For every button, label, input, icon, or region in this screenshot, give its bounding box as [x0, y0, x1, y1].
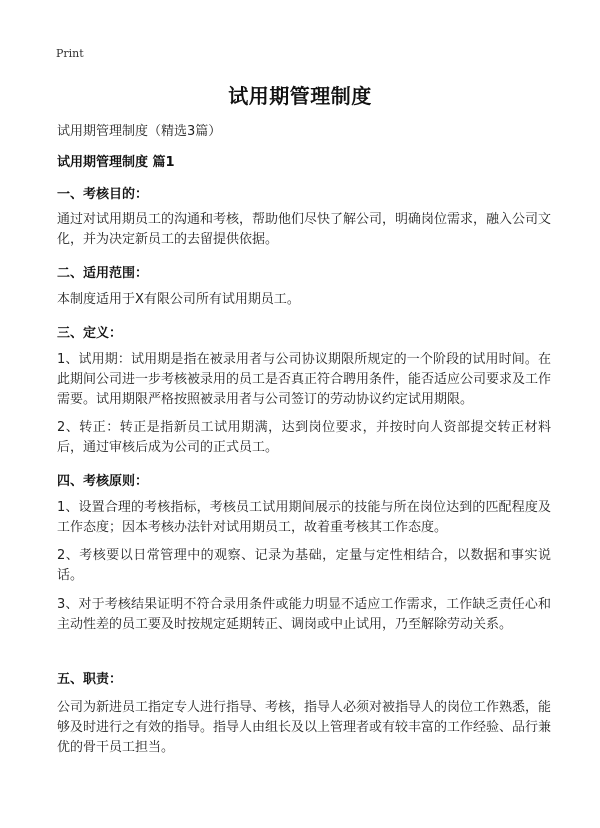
print-label[interactable]: Print — [56, 47, 84, 60]
section-4-paragraph-1: 1、设置合理的考核指标，考核员工试用期间展示的技能与所在岗位达到的匹配程度及工作态度；因本考核办法针对试用期员工，故着重考核其工作态度。 — [57, 500, 551, 535]
section-3-paragraph-1: 1、试用期：试用期是指在被录用者与公司协议期限所规定的一个阶段的试用时间。在此期间公司进一步考核被录用的员工是否真正符合聘用条件，能否适应公司要求及工作需要。试用期限严格按照被录用者与公司签订的劳动协议约定试用期限。 — [57, 352, 552, 407]
section-2-paragraph-1: 本制度适用于X有限公司所有试用期员工。 — [57, 292, 300, 307]
section-heading-2: 二、适用范围： — [57, 266, 149, 281]
section-heading-1: 一、考核目的： — [57, 187, 149, 202]
section-4-paragraph-3: 3、对于考核结果证明不符合录用条件或能力明显不适应工作需求，工作缺乏责任心和主动性差的员工要及时按规定延期转正、调岗或中止试用，乃至解除劳动关系。 — [57, 597, 551, 632]
section-heading-5: 五、职责： — [57, 672, 123, 687]
section-5-paragraph-1: 公司为新进员工指定专人进行指导、考核，指导人必须对被指导人的岗位工作熟悉，能够及时进行之有效的指导。指导人由组长及以上管理者或有较丰富的工作经验、品行兼优的骨干员工担当。 — [57, 700, 552, 755]
section-heading-4: 四、考核原则： — [57, 474, 149, 489]
section-heading-3: 三、定义： — [57, 326, 123, 341]
section-1-paragraph-1: 通过对试用期员工的沟通和考核，帮助他们尽快了解公司，明确岗位需求，融入公司文化，并为决定新员工的去留提供依据。 — [57, 212, 552, 247]
section-4-paragraph-2: 2、考核要以日常管理中的观察、记录为基础，定量与定性相结合，以数据和事实说话。 — [57, 548, 551, 583]
document-subtitle: 试用期管理制度（精选3篇） — [57, 124, 222, 139]
article-heading: 试用期管理制度 篇1 — [57, 155, 175, 170]
section-3-paragraph-2: 2、转正：转正是指新员工试用期满，达到岗位要求，并按时向人资部提交转正材料后，通过审核后成为公司的正式员工。 — [57, 420, 551, 455]
document-title: 试用期管理制度 — [228, 84, 372, 108]
